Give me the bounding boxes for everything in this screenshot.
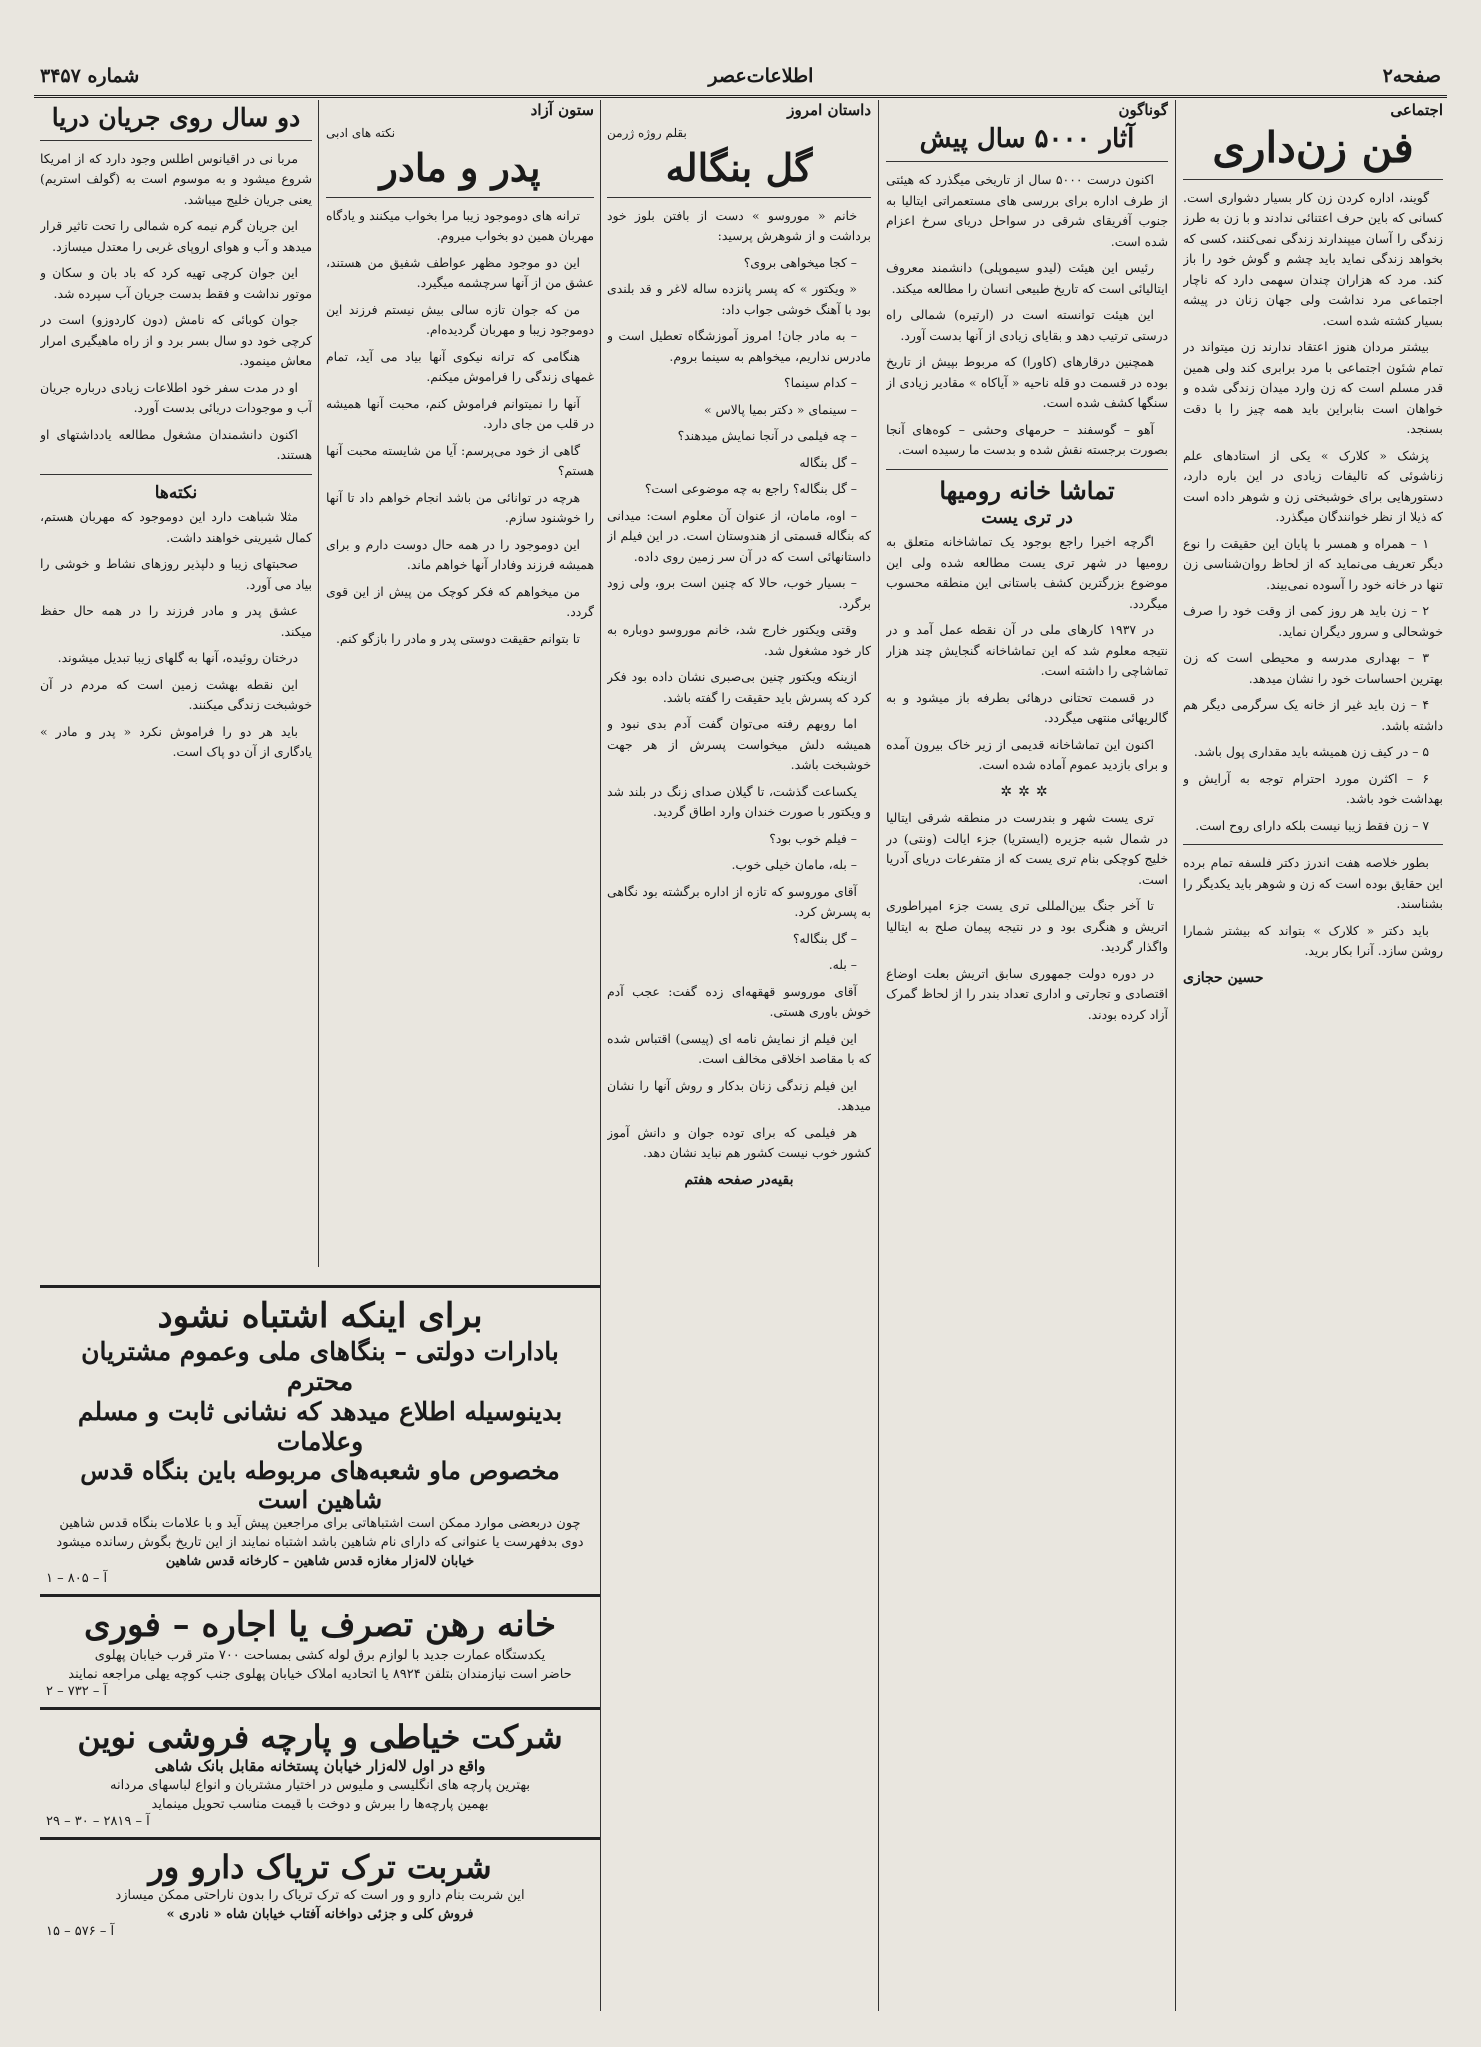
- paragraph: این هیئت توانسته است در (ارتیره) شمالی راه درستی ترتیب دهد و بقایای زیادی از آنها بدست آورد.: [886, 307, 1168, 343]
- paragraph: او در مدت سفر خود اطلاعات زیادی درباره جریان آب و موجودات دریائی بدست آورد.: [40, 379, 312, 415]
- paragraph: بطور خلاصه هفت اندرز دکتر فلسفه تمام برده این حقایق بوده است که زن و شوهر باید یکدیگر را بشناسند.: [1183, 855, 1443, 912]
- paragraph: آهو – گوسفند – حرمهای وحشی – کوه‌های آنجا بصورت برجسته نقش شده و بدست ما رسیده است.: [886, 421, 1168, 458]
- column-divider: [318, 100, 319, 1267]
- paragraph: عشق پدر و مادر فرزند را در همه حال حفظ میکند.: [40, 603, 312, 639]
- divider: [607, 197, 871, 198]
- paragraph: – فیلم خوب بود؟: [769, 830, 857, 846]
- ad-text: این شربت بنام دارو و ور است که ترک تریاک را بدون ناراحتی ممکن میسازد: [115, 1887, 525, 1903]
- ad-code: آ – ۷۳۲ – ۲: [46, 1684, 108, 1700]
- ad-text: بهترین پارچه های انگلیسی و ملیوس در اختیار مشتریان و انواع لباسهای مردانه: [110, 1777, 530, 1793]
- paragraph: این نقطه بهشت زمین است که مردم در آن خوشبخت زندگی میکنند.: [40, 676, 312, 712]
- section-kicker: گوناگون: [1118, 101, 1168, 119]
- paragraph: همچنین درقارهای (کاورا) که مربوط بپیش از تاریخ بوده در قسمت دو قله ناحیه « آیاکاه » مقادیر زیادی از سنگها کشف شده است.: [886, 354, 1168, 411]
- author-name: حسین حجازی: [1183, 969, 1264, 986]
- paragraph: تری یست شهر و بندرست در منطقه شرقی ایتالیا در شمال شبه جزیره (ایستریا) جزء ایالت (ونتی) در خلیج کوچکی بنام تری یست که از متفرعات دریای آدریا است.: [886, 810, 1168, 887]
- paragraph: تا بتوانم حقیقت دوستی پدر و مادر را بازگو کنم.: [335, 630, 580, 646]
- paragraph: اکنون این تماشاخانه قدیمی از زیر خاک بیرون آمده و برای بازدید عموم آماده شده است.: [886, 736, 1168, 773]
- paragraph: – گل بنگاله؟: [792, 930, 857, 946]
- column-gunagun: [886, 100, 1168, 2010]
- paragraph: وقتی ویکتور خارج شد، خانم موروسو دوباره به کار خود مشغول شد.: [607, 622, 871, 658]
- ad-text: فروش کلی و جزئی دواخانه آفتاب خیابان شاه « نادری »: [166, 1906, 474, 1922]
- paragraph: ۳ – بهداری مدرسه و محیطی است که زن بهترین احساسات خود را نشان میدهد.: [1183, 650, 1443, 686]
- column-ejtemaei: [1183, 100, 1443, 2010]
- ad-code: آ – ۵۷۶ – ۱۵: [46, 1923, 115, 1939]
- ad-title: شربت ترک تریاک دارو ور: [148, 1847, 492, 1886]
- paragraph: اما روبهم رفته می‌توان گفت آدم بدی نبود و همیشه دلش میخواست پسرش از هر جهت خوشبخت باشد.: [607, 716, 871, 773]
- ad-text: بهمین پارچه‌ها را ببرش و دوخت با قیمت مناسب تحویل مینماید: [151, 1796, 489, 1812]
- paragraph: این دوموجود را در همه حال دوست دارم و برای همیشه فرزند وفادار آنها خواهم ماند.: [326, 536, 594, 573]
- paragraph: – کجا میخواهی بروی؟: [743, 254, 857, 270]
- ad-text: چون دربعضی موارد ممکن است اشتباهاتی برای مراجعین پیش آید و با علامات بنگاه قدس شاهین: [59, 1516, 581, 1532]
- column-divider: [600, 100, 601, 2011]
- column-divider: [878, 100, 879, 2011]
- paragraph: باید هر دو را فراموش نکرد « پدر و مادر » یادگاری از آن دو پاک است.: [40, 723, 312, 759]
- article-subtitle: نکته‌ها: [154, 482, 198, 503]
- article-subtitle: در تری یست: [981, 507, 1073, 528]
- paragraph: هرچه در توانائی من باشد انجام خواهم داد تا آنها را خوشنود سازم.: [326, 489, 594, 526]
- paragraph: یکساعت گذشت، تا گیلان صدای زنگ در بلند شد و ویکتور با صورت خندان وارد اطاق گردید.: [607, 783, 871, 820]
- paper-name: اطلاعات‌عصر: [708, 65, 814, 87]
- paragraph: بیشتر مردان هنوز اعتقاد ندارند زن میتواند در تمام شئون اجتماعی با مرد برابری کند ولی همین قدر مسلم است که زن وارد میدان زندگی شده و خواهان است بنابراین باید همه چیز را با دقت بسنجد.: [1183, 339, 1443, 437]
- ad-text: واقع در اول لاله‌زار خیابان پستخانه مقابل بانک شاهی: [154, 1756, 486, 1775]
- ad-text: بدینوسیله اطلاع میدهد که نشانی ثابت و مسلم وعلامات: [77, 1396, 563, 1456]
- paragraph: ازینکه ویکتور چنین بی‌صبری نشان داده بود فکر کرد که پسرش باید حقیقت را گفته باشد.: [607, 669, 871, 705]
- paragraph: اکنون دانشمندان مشغول مطالعه یادداشتهای او هستند.: [40, 426, 312, 462]
- paragraph: – سینمای « دکتر بمیا پالاس »: [703, 401, 857, 417]
- ad-house-rent: [40, 1597, 600, 1710]
- divider: [1183, 844, 1443, 845]
- page-header: [40, 60, 1441, 92]
- ad-text: مخصوص ماو شعبه‌های مربوطه باین بنگاه قدس شاهین است: [80, 1455, 560, 1514]
- continued-note: بقیه‌در صفحه هفتم: [684, 1171, 794, 1188]
- paragraph: – چه فیلمی در آنجا نمایش میدهند؟: [677, 428, 857, 444]
- paragraph: جوان کوبائی که نامش (دون کاردوزو) است در کرچی خود دو سال بسر برد و از راه ماهیگیری امرار معاش مینمود.: [40, 312, 312, 368]
- paragraph: باید دکتر « کلارک » بتواند که بیشتر شمارا روشن سازد. آنرا بکار برید.: [1183, 922, 1443, 959]
- ad-text: خیابان لاله‌زار مغازه قدس شاهین – کارخانه قدس شاهین: [165, 1554, 475, 1570]
- paragraph: رئیس این هیئت (لیدو سیموپلی) دانشمند معروف ایتالیائی است که تاریخ طبیعی انسان را مطالعه میکند.: [886, 260, 1168, 296]
- paragraph: اگرچه اخیرا راجع بوجود یک تماشاخانه متعلق به رومیها در شهر تری یست مطالعه شده ولی این موضوع بزرگترین کشف باستانی این منطقه محسوب میگردد.: [886, 534, 1168, 611]
- header-rule: [34, 95, 1447, 98]
- paragraph: من که جوان تازه سالی بیش نیستم فرزند این دوموجود زیبا و مهربان گردیده‌ام.: [326, 301, 594, 338]
- paragraph: اکنون درست ۵۰۰۰ سال از تاریخی میگذرد که هیئتی از طرف اداره برای بررسی های مستعمراتی ایتالیا به جنوب آفریقای شرقی در سواحل دریای سرخ اعزام شده است.: [886, 172, 1168, 249]
- paragraph: ۲ – زن باید هر روز کمی از وقت خود را صرف خوشحالی و سرور دیگران نماید.: [1183, 603, 1443, 639]
- column-divider: [1175, 100, 1176, 2011]
- paragraph: هر فیلمی که برای توده جوان و دانش آموز کشور خوب نیست کشور هم نباید نشان دهد.: [607, 1124, 871, 1161]
- byline: نکته های ادبی: [326, 125, 396, 140]
- divider: [40, 474, 312, 475]
- divider: [886, 469, 1168, 470]
- ad-qods-shahin: [40, 1285, 600, 1597]
- paragraph: این فیلم از نمایش نامه ای (پیسی) اقتباس شده که با مقاصد اخلاقی مخالف است.: [607, 1030, 871, 1067]
- paragraph: – بله.: [828, 957, 857, 973]
- ad-title: شرکت خیاطی و پارچه فروشی نوین: [77, 1718, 563, 1757]
- article-title: گل بنگاله: [665, 145, 813, 190]
- paragraph: « ویکتور » که پسر پانزده ساله لاغر و قد بلندی بود با آهنگ خوشی جواب داد:: [607, 281, 871, 317]
- divider: [886, 161, 1168, 162]
- column-sotun: [326, 100, 594, 1270]
- article-title: آثار ۵۰۰۰ سال پیش: [919, 123, 1135, 154]
- paragraph: این دو موجود مظهر عواطف شفیق من هستند، عشق من از آنها سرچشمه میگیرد.: [326, 254, 594, 291]
- ad-title: برای اینکه اشتباه نشود: [157, 1296, 483, 1336]
- section-kicker: ستون آزاد: [530, 101, 594, 119]
- divider: [40, 140, 312, 141]
- article-title: فن زن‌داری: [1212, 122, 1414, 172]
- page-label: صفحه۲: [1382, 65, 1441, 87]
- paragraph: مربا نی در اقیانوس اطلس وجود دارد که از امریکا شروع میشود و به موسوم است به (گولف استریم) یعنی جریان خلیج میباشد.: [40, 150, 312, 207]
- paragraph: – بله، مامان خیلی خوب.: [731, 857, 857, 873]
- paragraph: در دوره دولت جمهوری سابق اتریش بعلت اوضاع اقتصادی و تجارتی و اداری تعداد بندر را از لحاظ گمرک آزاد کرده بودند.: [886, 965, 1168, 1022]
- paragraph: – گل بنگاله: [799, 454, 857, 470]
- paragraph: ۶ – اکثرن مورد احترام توجه به آرایش و بهداشت خود باشد.: [1183, 770, 1443, 807]
- article-title: دو سال روی جریان دریا: [51, 103, 301, 132]
- issue-label: شماره ۳۴۵۷: [40, 65, 140, 87]
- paragraph: گاهی از خود می‌پرسم: آیا من شایسته محبت آنها هستم؟: [326, 442, 594, 479]
- article-title: پدر و مادر: [379, 145, 541, 190]
- paragraph: – اوه، مامان، از عنوان آن معلوم است: میدانی که بنگاله قسمتی از هندوستان است. در این فیلم از داستانهائی است که در آن سر زمین روی داده.: [607, 507, 871, 564]
- paragraph: این جریان گرم نیمه کره شمالی را تحت تاثیر قرار میدهد و آب و هوای اروپای غربی را معتدل میسازد.: [40, 218, 312, 254]
- ad-text: یکدستگاه عمارت جدید با لوازم برق لوله کشی بمساحت ۷۰۰ متر قرب خیابان پهلوی: [94, 1648, 546, 1664]
- paragraph: ۱ – همراه و همسر با پایان این حقیقت را نوع دیگر تعریف می‌نماید که از لحاظ روان‌شناسی زن تنها در خانه خود را آسوده نمی‌بیند.: [1183, 535, 1443, 592]
- divider: [326, 197, 594, 198]
- ad-title: خانه رهن تصرف یا اجاره – فوری: [84, 1605, 556, 1646]
- paragraph: تا آخر جنگ بین‌المللی تری یست جزء امپراطوری اتریش و هنگری بود و در نتیجه پیمان صلح به ایتالیا واگذار گردید.: [886, 898, 1168, 955]
- paragraph: گویند، اداره کردن زن کار بسیار دشواری است. کسانی که باین حرف اعتنائی ندادند و با زن به طرز زندگی را آسان میپندارند زندگی نمی‌کنند، کسی که بخواهد زندگی نماید باید چشم و گوش خود را باز کند. مرد که هزاران چندان سهمی دارد که ناچار اجتماعی مرد نداشت ولی جهان زنان در پیشه بسیار کشته شده است.: [1183, 189, 1443, 328]
- paragraph: ۵ – در کیف زن همیشه باید مقداری پول باشد.: [1193, 744, 1429, 760]
- paragraph: ۷ – زن فقط زیبا نیست بلکه دارای روح است.: [1195, 817, 1429, 833]
- ad-opium-syrup: [40, 1840, 600, 1947]
- paragraph: آنها را نمیتوانم فراموش کنم، محبت آنها همیشه در قلب من جای دارد.: [326, 395, 594, 432]
- paragraph: آقای موروسو که تازه از اداره برگشته بود نگاهی به پسرش کرد.: [607, 883, 871, 920]
- section-kicker: داستان امروز: [787, 101, 871, 119]
- paragraph: در ۱۹۳۷ کارهای ملی در آن نقطه عمل آمد و در نتیجه معلوم شد که این تماشاخانه گنجایش چند هزار تماشاچی را داشته است.: [886, 622, 1168, 679]
- paragraph: – گل بنگاله؟ راجع به چه موضوعی است؟: [644, 481, 857, 497]
- byline: بقلم روژه ژرمن: [607, 125, 687, 140]
- paragraph: ۴ – زن باید غیر از خانه یک سرگرمی دیگر هم داشته باشد.: [1183, 697, 1443, 733]
- ad-tailoring-company: [40, 1710, 600, 1839]
- ad-code: آ – ۸۰۵ – ۱: [46, 1571, 108, 1587]
- paragraph: – به مادر جان! امروز آموزشگاه تعطیل است و مادرس نداریم، میخواهم به سینما بروم.: [607, 328, 871, 364]
- paragraph: ترانه های دوموجود زیبا مرا بخواب میکنند و یادگاه مهربان همین دو بخواب میروم.: [326, 207, 594, 244]
- paragraph: آقای موروسو قهقهه‌ای زده گفت: عجب آدم خوش باوری هستی.: [607, 983, 871, 1020]
- paragraph: پزشک « کلارک » یکی از استادهای علم زناشوئی که تالیفات زیادی در این باره دارد، دستورهایی برای خوشبختی زن و شوهر داده است که ذیلا از نظر خوانندگان میگذرد.: [1183, 447, 1443, 525]
- paragraph: این جوان کرچی تهیه کرد که باد بان و سکان و موتور نداشت و فقط بدست جریان آب سپرده شد.: [40, 265, 312, 301]
- separator-stars: ✲✲✲: [1000, 783, 1054, 800]
- advertisements: [40, 1285, 600, 2010]
- column-dosal: [40, 100, 312, 1270]
- paragraph: – بسیار خوب، حالا که چنین است برو، ولی زود برگرد.: [607, 575, 871, 611]
- ad-text: حاضر است نیازمندان بتلفن ۸۹۲۴ یا اتحادیه املاک خیابان پهلوی جنب کوچه یهلی مراجعه نمایند: [68, 1667, 572, 1683]
- ad-text: بادارات دولتی – بنگاهای ملی وعموم مشتریان محترم: [81, 1336, 559, 1396]
- column-dastan: [607, 100, 871, 2010]
- paragraph: این فیلم زندگی زنان بدکار و روش آنها را نشان میدهد.: [607, 1077, 871, 1114]
- paragraph: در قسمت تحتانی درهائی بطرفه باز میشود و به گالریهائی منتهی میگردد.: [886, 689, 1168, 726]
- paragraph: خانم « موروسو » دست از بافتن بلوز خود برداشت و از شوهرش پرسید:: [607, 207, 871, 244]
- section-kicker: اجتماعی: [1390, 101, 1443, 119]
- paragraph: من میخواهم که فکر کوچک من پیش از این قوی گردد.: [326, 583, 594, 620]
- paragraph: هنگامی که ترانه نیکوی آنها بیاد می آید، تمام غمهای زندگی را فراموش میکنم.: [326, 348, 594, 385]
- paragraph: درختان روئیده، آنها به گلهای زیبا تبدیل میشوند.: [57, 650, 298, 665]
- ad-code: آ – ۲۸۱۹ – ۳۰ – ۲۹: [46, 1813, 150, 1829]
- divider: [1183, 179, 1443, 180]
- ad-text: دوی بدفهرست یا عنوانی که دارای نام شاهین باشد اشتباه نمایند از این تاریخ بگوش رسانده میشود: [56, 1535, 584, 1551]
- paragraph: – کدام سینما؟: [784, 375, 857, 391]
- article-title: تماشا خانه رومیها: [939, 475, 1115, 505]
- paragraph: مثلا شباهت دارد این دوموجود که مهربان هستم، کمال شیرینی خواهند داشت.: [40, 509, 312, 545]
- paragraph: صحبتهای زیبا و دلپذیر روزهای نشاط و خوشی را بیاد می آورد.: [40, 556, 312, 592]
